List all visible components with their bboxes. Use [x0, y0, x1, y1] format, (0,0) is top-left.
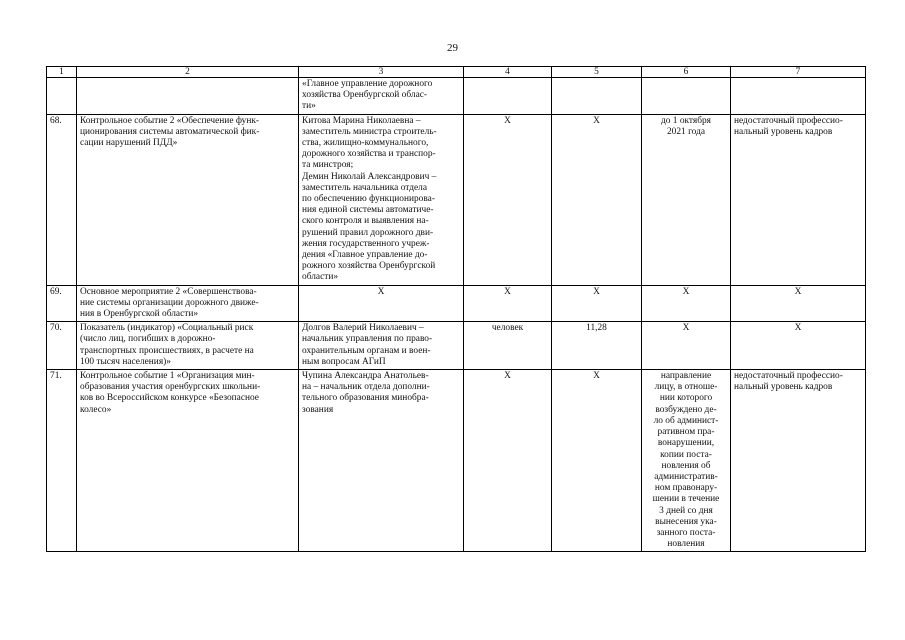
cell-deadline: до 1 октября 2021 года: [642, 114, 731, 285]
cell-num: 70.: [47, 322, 77, 370]
column-header: 4: [464, 67, 552, 78]
page-number: 29: [447, 42, 458, 54]
cell-risk: недостаточный профессио- нальный уровень кадров: [731, 114, 866, 285]
cell-num: [47, 78, 77, 115]
header-row: [47, 67, 866, 78]
cell-name: Показатель (индикатор) «Социальный риск (число лиц, погибших в дорожно- транспортных происшествиях, в расчете на 100 тысяч населения)»: [77, 322, 299, 370]
column-header: 7: [731, 67, 866, 78]
cell-responsible: Китова Марина Николаевна – заместитель министра строитель- ства, жилищно-коммунального, дорожного хозяйства и транспор- та минстроя; Демин Николай Александрович – заместитель начальника отдела по обеспечению функционирова- ния единой системы автоматиче- ского контроля и выявления на- рушений правил дорожного дви- жения государственного учреж- дения «Главное управление до- рожного хозяйства Оренбургской области»: [299, 114, 464, 285]
table-row: [47, 322, 866, 370]
cell-responsible: «Главное управление дорожного хозяйства Оренбургской облас- ти»: [299, 78, 464, 115]
column-header: 1: [47, 67, 77, 78]
column-header: 3: [299, 67, 464, 78]
cell-num: 71.: [47, 370, 77, 552]
cell-risk: Х: [731, 322, 866, 370]
column-header: 6: [642, 67, 731, 78]
cell-name: [77, 78, 299, 115]
cell-num: 68.: [47, 114, 77, 285]
cell-unit: человек: [464, 322, 552, 370]
table-row: [47, 370, 866, 552]
cell-unit: [464, 78, 552, 115]
cell-risk: недостаточный профессио- нальный уровень кадров: [731, 370, 866, 552]
cell-value: Х: [552, 114, 642, 285]
cell-risk: [731, 78, 866, 115]
cell-unit: Х: [464, 370, 552, 552]
cell-name: Основное мероприятие 2 «Совершенствова- ние системы организации дорожного движе- ния в Оренбургской области»: [77, 285, 299, 322]
cell-responsible: Чупина Александра Анатольев- на – начальник отдела дополни- тельного образования минобра- зования: [299, 370, 464, 552]
cell-value: 11,28: [552, 322, 642, 370]
measures-table: [46, 66, 866, 552]
cell-deadline: [642, 78, 731, 115]
cell-value: Х: [552, 370, 642, 552]
cell-value: [552, 78, 642, 115]
table-row: [47, 78, 866, 115]
cell-name: Контрольное событие 1 «Организация мин- образования участия оренбургских школьни- ков во Всероссийском конкурсе «Безопасное колесо»: [77, 370, 299, 552]
cell-responsible: Долгов Валерий Николаевич – начальник управления по право- охранительным органам и воен- ным вопросам АГиП: [299, 322, 464, 370]
column-header: 5: [552, 67, 642, 78]
cell-deadline: Х: [642, 285, 731, 322]
table-row: [47, 285, 866, 322]
table-row: [47, 114, 866, 285]
cell-unit: Х: [464, 114, 552, 285]
column-header: 2: [77, 67, 299, 78]
cell-deadline: направление лицу, в отноше- нии которого возбуждено де- ло об админист- ративном пра- вонарушении, копии поста- новления об административ- ном правонару- шении в течение 3 дней со дня вынесения ука- занного поста- новления: [642, 370, 731, 552]
cell-value: Х: [552, 285, 642, 322]
cell-responsible: Х: [299, 285, 464, 322]
cell-deadline: Х: [642, 322, 731, 370]
cell-risk: Х: [731, 285, 866, 322]
cell-num: 69.: [47, 285, 77, 322]
cell-name: Контрольное событие 2 «Обеспечение функ- ционирования системы автоматической фик- сации нарушений ПДД»: [77, 114, 299, 285]
cell-unit: Х: [464, 285, 552, 322]
